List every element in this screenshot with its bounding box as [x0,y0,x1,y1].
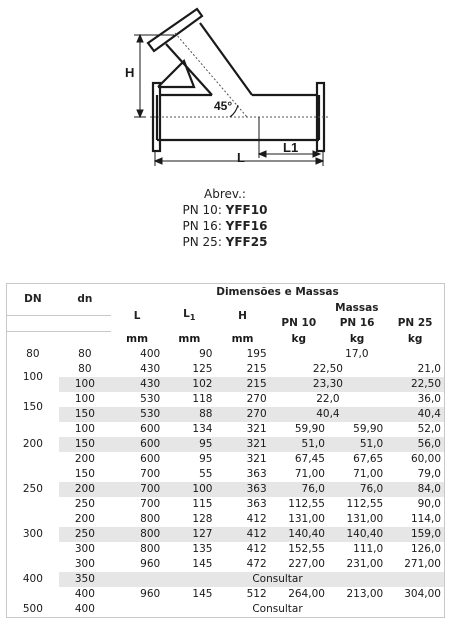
cell-l: 700 [140,498,161,510]
cell-dn-small: 300 [74,543,95,555]
cell-l: 800 [140,543,161,555]
col-header-dn-small: dn [59,284,111,316]
cell-dn: 80 [7,347,59,362]
table-row [7,422,445,437]
abrev-line-pn16: PN 16: YFF16 [182,219,268,233]
cell-dn-small: 300 [74,558,95,570]
cell-mass-pn25: 304,00 [404,588,441,600]
dim-l1-label: L1 [283,140,299,155]
cell-h: 195 [246,348,267,360]
cell-h: 321 [246,453,267,465]
dimensions-table [6,283,445,618]
table-row [7,347,445,362]
table-row [7,377,445,392]
cell-mass-pn16: 231,00 [346,558,384,570]
cell-dn-small: 150 [59,437,111,452]
table-row [7,602,445,618]
cell-mass-pn16: 51,0 [328,437,386,452]
cell-mass-pn16: 76,0 [328,482,386,497]
cell-dn-small: 400 [74,603,95,615]
cell-mass-pn25: 84,0 [386,482,444,497]
cell-dn-small: 200 [74,513,95,525]
cell-dn-small: 100 [59,377,111,392]
cell-h: 363 [246,498,267,510]
unit-pn25: kg [407,332,423,345]
cell-dn: 100 [7,362,59,392]
cell-l1: 95 [163,437,215,452]
cell-dn-small: 100 [74,393,95,405]
cell-h: 363 [215,482,269,497]
col-header-pn16: PN 16 [328,315,386,331]
cell-mass-pn16: 140,40 [328,527,386,542]
abrev-line-pn10: PN 10: YFF10 [182,203,268,217]
table-row [7,467,445,482]
cell-l1: 102 [163,377,215,392]
cell-h: 215 [215,377,269,392]
cell-dn-small: 200 [59,482,111,497]
cell-l1: 118 [192,393,213,405]
cell-dn-small: 150 [74,468,95,480]
cell-h: 321 [215,437,269,452]
cell-dn: 200 [7,422,59,467]
cell-l1: 55 [199,468,213,480]
cell-mass-pn16: 71,00 [353,468,384,480]
angle-label: 45° [214,99,233,113]
cell-l1: 135 [192,543,213,555]
cell-dn-small: 250 [59,527,111,542]
cell-h: 321 [246,423,267,435]
cell-l: 530 [111,407,163,422]
cell-mass-pn10-pn16: 22,0 [316,393,340,405]
cell-mass-pn10: 112,55 [288,498,325,510]
cell-l: 600 [111,437,163,452]
table-row [7,362,445,377]
cell-l1: 100 [163,482,215,497]
cell-mass-pn10-pn16: 40,4 [270,407,387,422]
cell-l: 400 [140,348,161,360]
cell-h: 412 [246,513,267,525]
unit-pn16: kg [349,332,365,345]
cell-l1: 95 [199,453,213,465]
cell-mass-pn25: 60,00 [410,453,441,465]
cell-l: 600 [140,453,161,465]
cell-dn-small: 80 [78,348,92,360]
cell-dn: 150 [7,392,59,422]
cell-mass-pn10: 71,00 [294,468,325,480]
cell-mass-pn16: 111,0 [353,543,384,555]
cell-mass-pn25: 22,50 [386,377,444,392]
cell-l1: 90 [199,348,213,360]
col-header-h: H [215,300,269,331]
cell-mass-pn10: 76,0 [270,482,328,497]
cell-l1: 125 [192,363,213,375]
cell-l: 800 [140,513,161,525]
unit-l: mm [126,332,149,345]
cell-l1: 145 [192,558,213,570]
cell-mass-pn10-pn16: 23,30 [270,377,387,392]
cell-mass-pn25: 271,00 [404,558,441,570]
cell-mass-pn25: 56,0 [386,437,444,452]
cell-l: 800 [111,527,163,542]
cell-l1: 88 [163,407,215,422]
cell-h: 215 [246,363,267,375]
cell-l: 960 [140,588,161,600]
branch-flange [148,9,202,51]
col-header-l1: $L_1$ [163,300,215,331]
cell-mass-pn10-pn16: 22,50 [312,363,343,375]
cell-mass-pn25: 90,0 [417,498,441,510]
cell-h: 512 [246,588,267,600]
abrev-line-pn25: PN 25: YFF25 [182,235,268,249]
table-row [7,572,445,587]
cell-mass-pn10: 67,45 [294,453,325,465]
cell-l: 700 [140,468,161,480]
table-row [7,497,445,512]
cell-dn: 400 [7,557,59,602]
table-row [7,512,445,527]
table-row [7,542,445,557]
cell-mass-pn10: 51,0 [270,437,328,452]
cell-consultar: Consultar [111,572,445,587]
cell-mass-pn25: 52,0 [417,423,441,435]
group-header-massas: Massas [270,300,445,315]
cell-l1: 145 [192,588,213,600]
cell-mass-pn10: 140,40 [270,527,328,542]
cell-mass-pn25: 36,0 [417,393,441,405]
cell-dn-small: 80 [78,363,92,375]
cell-l1: 127 [163,527,215,542]
cell-dn: 300 [7,512,59,557]
cell-mass-pn25: 159,0 [386,527,444,542]
col-header-l: L [111,300,163,331]
cell-h: 412 [215,527,269,542]
cell-l1: 128 [192,513,213,525]
table-row [7,437,445,452]
cell-mass-pn10: 59,90 [294,423,325,435]
cell-h: 472 [246,558,267,570]
cell-mass-pn16: 67,65 [353,453,384,465]
cell-l: 430 [140,363,161,375]
cell-l: 430 [111,377,163,392]
cell-mass-pn25: 114,0 [410,513,441,525]
cell-dn-small: 100 [74,423,95,435]
cell-l1: 115 [192,498,213,510]
unit-pn10: kg [291,332,307,345]
cell-dn-small: 400 [74,588,95,600]
cell-mass-pn10: 227,00 [288,558,325,570]
cell-h: 363 [246,468,267,480]
cell-dn-small: 250 [74,498,95,510]
cell-mass-pn16: 213,00 [346,588,384,600]
cell-mass-all: 17,0 [345,348,369,360]
cell-mass-pn16: 59,90 [353,423,384,435]
table-body [7,347,445,618]
cell-mass-pn25: 126,0 [410,543,441,555]
cell-l: 530 [140,393,161,405]
cell-dn: 500 [7,602,59,618]
table-row [7,587,445,602]
col-header-dn: DN [7,284,59,316]
abrev-title: Abrev.: [204,187,246,201]
table-row [7,557,445,572]
cell-mass-pn16: 112,55 [346,498,384,510]
cell-l: 960 [140,558,161,570]
cell-mass-pn10: 264,00 [288,588,325,600]
group-header-dimensions: Dimensões e Massas [111,284,445,301]
cell-mass-pn25: 79,0 [417,468,441,480]
cell-l: 700 [111,482,163,497]
cell-dn-small: 200 [74,453,95,465]
col-header-pn25: PN 25 [386,315,444,331]
cell-l1: 134 [192,423,213,435]
cell-mass-pn16: 131,00 [346,513,384,525]
dim-h-label: H [125,65,135,80]
col-header-pn10: PN 10 [270,315,328,331]
unit-l1: mm [178,332,201,345]
cell-h: 270 [215,407,269,422]
table-row [7,452,445,467]
cell-mass-pn25: 40,4 [386,407,444,422]
cell-mass-pn10: 152,55 [288,543,325,555]
cell-dn-small: 350 [59,572,111,587]
table-row [7,407,445,422]
table-row [7,482,445,497]
cell-h: 270 [246,393,267,405]
cell-dn: 250 [7,467,59,512]
cell-h: 412 [246,543,267,555]
cell-mass-pn10: 131,00 [288,513,325,525]
unit-h: mm [231,332,254,345]
cell-l: 600 [140,423,161,435]
cell-mass-pn25: 21,0 [417,363,441,375]
dim-l-label: L [237,150,245,165]
table-row [7,392,445,407]
tee-fitting-drawing [0,0,450,180]
cell-consultar: Consultar [252,603,303,615]
table-row [7,527,445,542]
cell-dn-small: 150 [59,407,111,422]
